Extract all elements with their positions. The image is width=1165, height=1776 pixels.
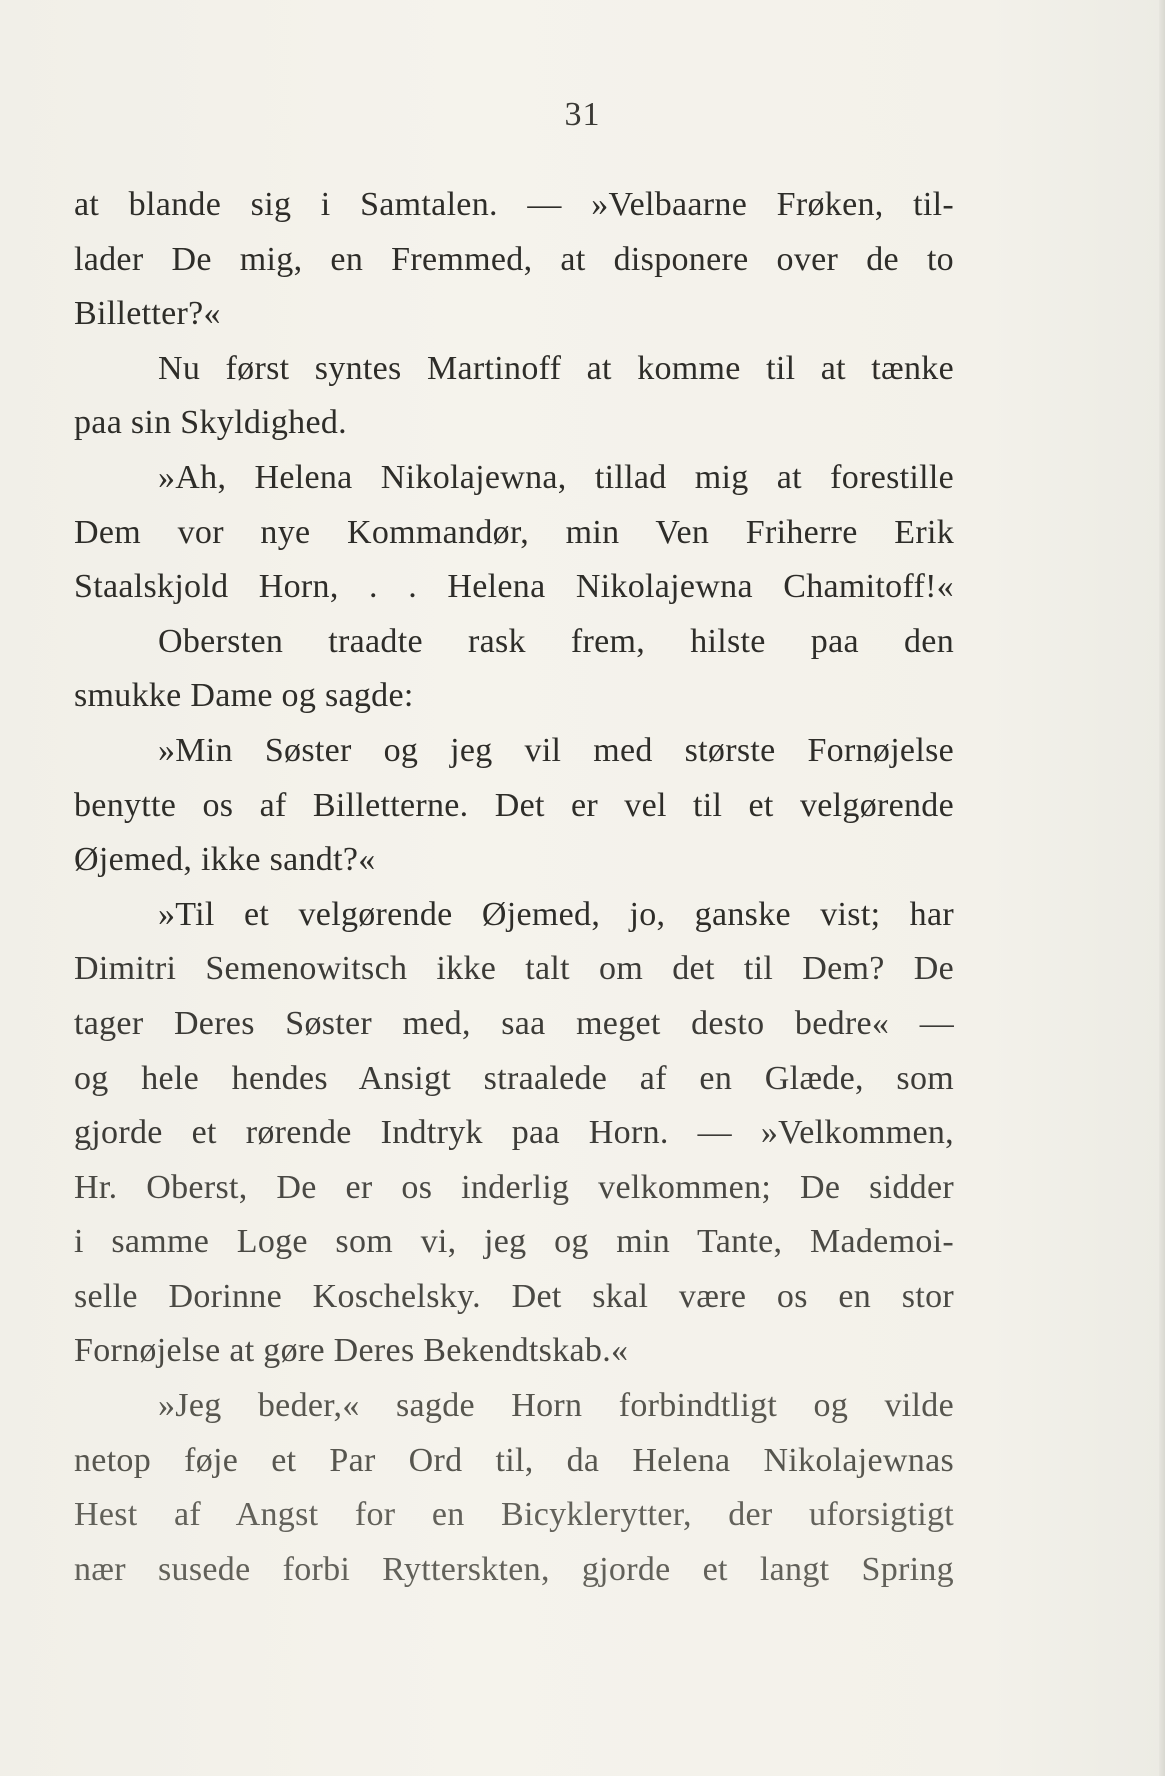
text-line: »Jeg beder,« sagde Horn forbindtligt og vilde (158, 1387, 954, 1425)
text-line: tager Deres Søster med, saa meget desto bedre« — (74, 1004, 954, 1042)
text-line: og hele hendes Ansigt straalede af en Glæde, som (74, 1059, 954, 1097)
text-line: lader De mig, en Fremmed, at disponere over de to (74, 240, 954, 278)
text-line: Dem vor nye Kommandør, min Ven Friherre Erik (74, 513, 954, 551)
page-edge (1159, 0, 1165, 1776)
text-line: Fornøjelse at gøre Deres Bekendtskab.« (74, 1332, 629, 1370)
text-line: benytte os af Billetterne. Det er vel til et velgørende (74, 786, 954, 824)
text-line: »Til et velgørende Øjemed, jo, ganske vist; har (158, 895, 954, 933)
text-line: netop føje et Par Ord til, da Helena Nikolajewnas (74, 1441, 954, 1479)
text-line: smukke Dame og sagde: (74, 677, 414, 715)
text-line: nær susede forbi Rytterskten, gjorde et langt Spring (74, 1550, 954, 1588)
text-line: i samme Loge som vi, jeg og min Tante, Mademoi- (74, 1223, 954, 1261)
text-line: Hr. Oberst, De er os inderlig velkommen; De sidder (74, 1168, 954, 1206)
text-line: Dimitri Semenowitsch ikke talt om det til Dem? De (74, 950, 954, 988)
page-number: 31 (564, 96, 601, 133)
text-line: at blande sig i Samtalen. — »Velbaarne Frøken, til- (74, 186, 954, 223)
text-line: Nu først syntes Martinoff at komme til at tænke (158, 349, 954, 387)
text-line: »Ah, Helena Nikolajewna, tillad mig at forestille (158, 458, 954, 496)
text-line: Staalskjold Horn, . . Helena Nikolajewna Chamitoff!« (74, 568, 954, 606)
text-line: selle Dorinne Koschelsky. Det skal være os en stor (74, 1277, 954, 1315)
text-line: paa sin Skyldighed. (74, 404, 347, 442)
text-line: Obersten traadte rask frem, hilste paa den (158, 622, 954, 660)
body-text (74, 178, 954, 1597)
text-line: »Min Søster og jeg vil med største Fornøjelse (158, 731, 954, 769)
text-line: Øjemed, ikke sandt?« (74, 841, 376, 879)
text-line: Billetter?« (74, 295, 221, 333)
text-line: Hest af Angst for en Bicyklerytter, der uforsigtigt (74, 1496, 954, 1534)
text-line: gjorde et rørende Indtryk paa Horn. — »Velkommen, (74, 1114, 954, 1152)
